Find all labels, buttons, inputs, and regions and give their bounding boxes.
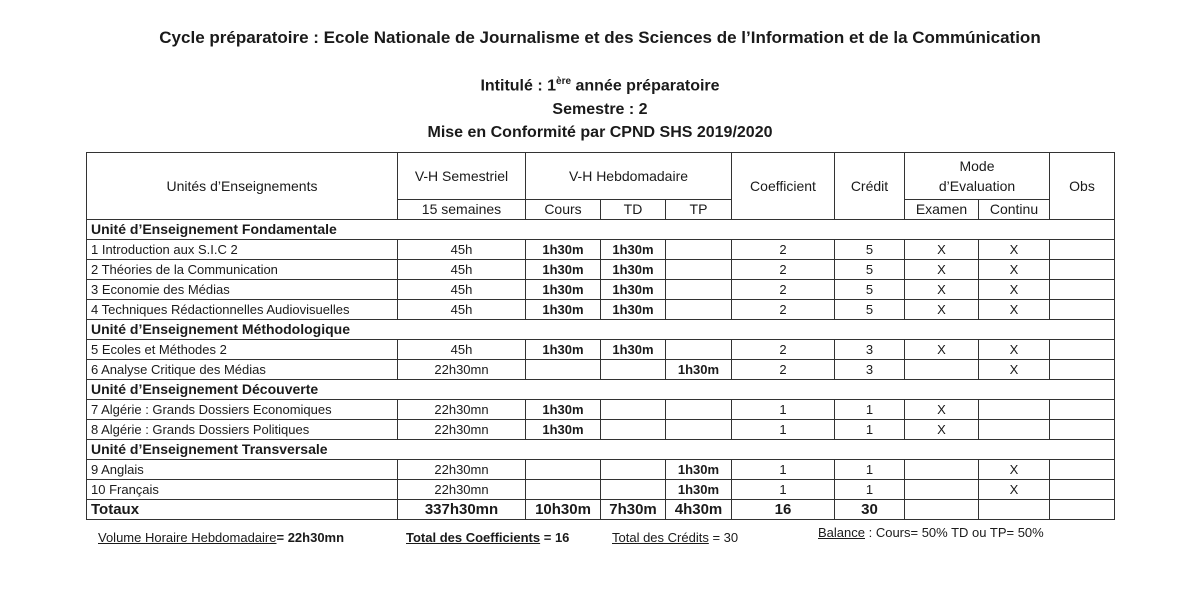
cell-tp [666,240,732,260]
footer-coef-value: = 16 [540,530,570,545]
cell-coefficient: 2 [732,280,835,300]
footer-balance [818,525,1044,540]
cell-examen: X [905,340,979,360]
cell-credit: 5 [835,280,905,300]
cell-coefficient: 2 [732,340,835,360]
footer-volume-label: Volume Horaire Hebdomadaire [98,530,277,545]
document-title: Cycle préparatoire : Ecole Nationale de Journalisme et des Sciences de l’Information et de la Commúnication [159,28,1041,47]
cell-examen: X [905,260,979,280]
cell-continu: X [979,340,1050,360]
intitule-superscript: ère [556,76,572,87]
cell-course-name: 9 Anglais [87,460,398,480]
header-cours: Cours [526,200,601,220]
cell-td [601,420,666,440]
cell-continu: X [979,460,1050,480]
footer-credits [612,530,738,545]
footer-credits-label: Total des Crédits [612,530,709,545]
totals-empty-obs [1050,500,1115,520]
cell-td [601,360,666,380]
header-vh-hebdomadaire: V-H Hebdomadaire [526,153,732,200]
cell-obs [1050,420,1115,440]
cell-obs [1050,300,1115,320]
table-row [87,240,1115,260]
cell-tp: 1h30m [666,460,732,480]
cell-coefficient: 1 [732,460,835,480]
header-unites: Unités d’Enseignements [87,153,398,220]
cell-course-name: 5 Ecoles et Méthodes 2 [87,340,398,360]
table-row [87,360,1115,380]
table-body [87,220,1115,500]
cell-credit: 3 [835,340,905,360]
cell-continu: X [979,280,1050,300]
totals-empty-examen [905,500,979,520]
intitule-suffix: année préparatoire [571,77,720,95]
cell-cours: 1h30m [526,300,601,320]
cell-tp [666,260,732,280]
cell-course-name: 7 Algérie : Grands Dossiers Economiques [87,400,398,420]
cell-credit: 3 [835,360,905,380]
cell-examen: X [905,300,979,320]
cell-coefficient: 2 [732,360,835,380]
cell-credit: 1 [835,460,905,480]
intitule-line [0,76,1200,95]
cell-vh-semestriel: 45h [398,340,526,360]
cell-course-name: 1 Introduction aux S.I.C 2 [87,240,398,260]
cell-td: 1h30m [601,260,666,280]
cell-credit: 1 [835,480,905,500]
cell-obs [1050,260,1115,280]
cell-tp: 1h30m [666,480,732,500]
cell-continu [979,420,1050,440]
cell-examen: X [905,280,979,300]
cell-cours: 1h30m [526,400,601,420]
cell-cours [526,360,601,380]
table-header [87,153,1115,220]
cell-td: 1h30m [601,340,666,360]
cell-td [601,480,666,500]
cell-vh-semestriel: 22h30mn [398,480,526,500]
cell-credit: 5 [835,260,905,280]
cell-cours: 1h30m [526,280,601,300]
cell-td [601,400,666,420]
section-title: Unité d’Enseignement Méthodologique [87,320,1115,340]
cell-credit: 5 [835,240,905,260]
cell-vh-semestriel: 22h30mn [398,400,526,420]
section-title: Unité d’Enseignement Fondamentale [87,220,1115,240]
cell-obs [1050,280,1115,300]
header-td: TD [601,200,666,220]
cell-vh-semestriel: 45h [398,260,526,280]
cell-tp [666,280,732,300]
header-mode-evaluation [905,153,1050,200]
footer-volume [98,530,344,545]
cell-td: 1h30m [601,240,666,260]
cell-vh-semestriel: 22h30mn [398,460,526,480]
totals-empty-continu [979,500,1050,520]
cell-coefficient: 1 [732,420,835,440]
cell-continu: X [979,360,1050,380]
table-row [87,260,1115,280]
footer-balance-label: Balance [818,525,865,540]
totals-row [87,500,1115,520]
header-credit: Crédit [835,153,905,220]
cell-obs [1050,340,1115,360]
cell-examen: X [905,240,979,260]
section-row [87,380,1115,400]
cell-vh-semestriel: 45h [398,280,526,300]
cell-coefficient: 1 [732,400,835,420]
cell-obs [1050,240,1115,260]
cell-examen: X [905,420,979,440]
cell-obs [1050,360,1115,380]
header-tp: TP [666,200,732,220]
table-totals [87,500,1115,520]
cell-tp [666,300,732,320]
cell-cours: 1h30m [526,340,601,360]
totals-cours: 10h30m [526,500,601,520]
section-row [87,220,1115,240]
cell-cours: 1h30m [526,420,601,440]
cell-coefficient: 2 [732,300,835,320]
totals-vh: 337h30mn [398,500,526,520]
cell-coefficient: 2 [732,240,835,260]
cell-td [601,460,666,480]
cell-cours [526,480,601,500]
cell-continu: X [979,480,1050,500]
cell-td: 1h30m [601,300,666,320]
cell-cours [526,460,601,480]
totals-tp: 4h30m [666,500,732,520]
cell-course-name: 2 Théories de la Communication [87,260,398,280]
header-vh-semestriel: V-H Semestriel [398,153,526,200]
cell-course-name: 8 Algérie : Grands Dossiers Politiques [87,420,398,440]
cell-examen [905,460,979,480]
header-examen: Examen [905,200,979,220]
header-mode-line2: d’Evaluation [938,178,1016,194]
cell-td: 1h30m [601,280,666,300]
cell-course-name: 10 Français [87,480,398,500]
cell-examen [905,480,979,500]
cell-vh-semestriel: 22h30mn [398,360,526,380]
cell-continu: X [979,240,1050,260]
cell-cours: 1h30m [526,260,601,280]
cell-continu: X [979,260,1050,280]
footer-volume-value: = 22h30mn [276,530,345,545]
footer-balance-value: : Cours= 50% TD ou TP= 50% [864,525,1044,540]
cell-obs [1050,400,1115,420]
cell-tp [666,340,732,360]
footer-coefficients [406,530,569,545]
cell-cours: 1h30m [526,240,601,260]
cell-credit: 1 [835,420,905,440]
cell-vh-semestriel: 45h [398,240,526,260]
section-title: Unité d’Enseignement Transversale [87,440,1115,460]
cell-vh-semestriel: 45h [398,300,526,320]
table-row [87,400,1115,420]
cell-coefficient: 2 [732,260,835,280]
cell-obs [1050,480,1115,500]
conformite-line: Mise en Conformité par CPND SHS 2019/2020 [427,124,773,141]
cell-examen: X [905,400,979,420]
table-row [87,420,1115,440]
cell-examen [905,360,979,380]
table-row [87,300,1115,320]
intitule-prefix: Intitulé : 1 [480,77,557,95]
footer-coef-label: Total des Coefficients [406,530,541,545]
header-mode-line1: Mode [959,158,995,174]
header-coefficient: Coefficient [732,153,835,220]
section-row [87,320,1115,340]
cell-obs [1050,460,1115,480]
header-continu: Continu [979,200,1050,220]
curriculum-table [86,152,1115,520]
cell-coefficient: 1 [732,480,835,500]
cell-continu: X [979,300,1050,320]
cell-tp: 1h30m [666,360,732,380]
semestre-line: Semestre : 2 [552,101,648,118]
cell-tp [666,400,732,420]
header-obs: Obs [1050,153,1115,220]
header-semaines: 15 semaines [398,200,526,220]
cell-course-name: 6 Analyse Critique des Médias [87,360,398,380]
totals-label: Totaux [87,500,398,520]
cell-vh-semestriel: 22h30mn [398,420,526,440]
table-row [87,280,1115,300]
totals-coef: 16 [732,500,835,520]
cell-continu [979,400,1050,420]
cell-credit: 5 [835,300,905,320]
cell-course-name: 4 Techniques Rédactionnelles Audiovisuelles [87,300,398,320]
cell-credit: 1 [835,400,905,420]
cell-course-name: 3 Economie des Médias [87,280,398,300]
table-row [87,340,1115,360]
section-title: Unité d’Enseignement Découverte [87,380,1115,400]
section-row [87,440,1115,460]
totals-credit: 30 [835,500,905,520]
table-row [87,460,1115,480]
cell-tp [666,420,732,440]
footer-credits-value: = 30 [708,530,739,545]
totals-td: 7h30m [601,500,666,520]
table-row [87,480,1115,500]
